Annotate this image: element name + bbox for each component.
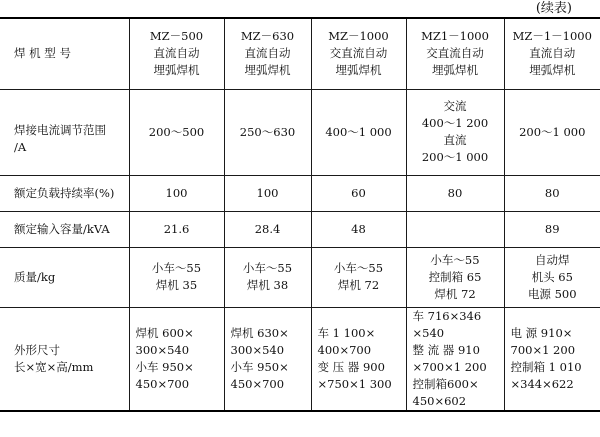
table-cell-line: 200～1 000 xyxy=(421,150,489,164)
table-cell-line: 焊机 72 xyxy=(337,278,380,292)
table-row xyxy=(0,175,600,211)
table-cell-line: 小车 950× xyxy=(135,359,194,374)
table-cell xyxy=(406,211,504,247)
table-cell-line: 机头 65 xyxy=(531,269,573,284)
table-cell-line: 焊机 630× xyxy=(230,325,289,340)
model-header xyxy=(406,18,504,89)
model-header-line: MZ－1－1000 xyxy=(512,29,592,44)
row-label xyxy=(0,211,129,247)
row-label-line: /A xyxy=(14,140,27,154)
row-label-line: 焊接电流调节范围 xyxy=(14,123,106,137)
table-cell-line: 100 xyxy=(256,185,279,200)
table-cell xyxy=(129,89,224,175)
table-cell-line: ×700×1 200 xyxy=(412,359,487,374)
welder-spec-table xyxy=(0,17,600,412)
table-cell-line: 车 1 100× xyxy=(317,325,376,340)
table-cell-line: 自动焊 xyxy=(535,252,570,267)
table-cell-line: 电 源 910× xyxy=(510,325,573,340)
table-cell xyxy=(504,307,600,411)
model-header-line: 直流自动 xyxy=(529,46,576,61)
table-cell-line: 28.4 xyxy=(254,221,281,236)
table-cell-line: 电源 500 xyxy=(527,286,577,301)
table-cell-line: 100 xyxy=(165,185,188,200)
table-row xyxy=(0,307,600,411)
table-cell-line: 小车～55 xyxy=(430,252,480,267)
table-cell-line: 48 xyxy=(351,221,366,236)
table-cell-line: 焊机 72 xyxy=(434,286,476,301)
table-cell xyxy=(406,175,504,211)
table-cell-line: 450×700 xyxy=(135,376,190,391)
table-cell xyxy=(129,307,224,411)
table-row xyxy=(0,89,600,175)
model-header-line: 直流自动 xyxy=(153,46,200,61)
table-row xyxy=(0,211,600,247)
continued-label: (续表) xyxy=(535,1,572,16)
table-cell-line: 直流 xyxy=(443,133,467,147)
table-cell-line: 89 xyxy=(544,221,560,236)
table-cell xyxy=(504,89,600,175)
table-cell-line: 小车 950× xyxy=(230,359,289,374)
model-header xyxy=(224,18,311,89)
table-cell xyxy=(311,175,406,211)
table-cell-line: 变 压 器 900 xyxy=(317,359,385,374)
table-cell xyxy=(311,307,406,411)
table-cell-line: 80 xyxy=(447,185,463,200)
model-header-line: 埋弧焊机 xyxy=(529,63,576,78)
table-cell xyxy=(406,307,504,411)
table-cell-line: 交流 xyxy=(443,99,467,113)
table-cell-line: 车 716×346 xyxy=(412,308,482,323)
row-label-line: 质量/kg xyxy=(14,269,56,284)
model-header-line: MZ－1000 xyxy=(328,29,389,44)
model-header-line: MZ1－1000 xyxy=(421,29,489,44)
row-label-line: 长×宽×高/mm xyxy=(14,359,94,374)
table-row xyxy=(0,18,600,89)
table-cell xyxy=(224,247,311,307)
table-cell-line: 300×540 xyxy=(135,342,190,357)
row-label-line: 外形尺寸 xyxy=(14,342,60,357)
table-cell-line: 控制箱600× xyxy=(412,376,479,391)
table-cell-line: 80 xyxy=(544,185,560,200)
table-cell xyxy=(311,89,406,175)
model-header-line: 埋弧焊机 xyxy=(244,63,291,78)
row-label: 焊 机 型 号 xyxy=(0,18,129,89)
table-cell-line: 控制箱 65 xyxy=(428,269,482,284)
model-header xyxy=(311,18,406,89)
table-cell-line: ×344×622 xyxy=(510,376,574,391)
table-cell xyxy=(224,175,311,211)
table-cell-line: 400～1 000 xyxy=(325,124,392,139)
model-header xyxy=(129,18,224,89)
model-header-line: 交直流自动 xyxy=(426,46,484,61)
model-header xyxy=(504,18,600,89)
table-cell-line: 控制箱 1 010 xyxy=(510,359,582,374)
table-cell-line: 小车～55 xyxy=(242,261,293,275)
table-cell-line: 小车～55 xyxy=(151,261,202,275)
table-cell-line: 300×540 xyxy=(230,342,285,357)
table-cell xyxy=(504,175,600,211)
row-label-line: 额定输入容量/kVA xyxy=(14,221,110,236)
table-row xyxy=(0,247,600,307)
model-header-line: 直流自动 xyxy=(244,46,291,61)
table-cell xyxy=(406,247,504,307)
row-label xyxy=(0,247,129,307)
table-cell-line: 整 流 器 910 xyxy=(412,342,480,357)
table-cell xyxy=(224,211,311,247)
table-cell-line: ×750×1 300 xyxy=(317,376,392,391)
table-cell-line: 小车～55 xyxy=(333,261,384,275)
model-header-line: MZ－630 xyxy=(240,29,295,44)
table-cell-line: 450×602 xyxy=(412,393,467,408)
table-cell xyxy=(129,247,224,307)
table-cell-line: 21.6 xyxy=(163,221,190,236)
row-label xyxy=(0,89,129,175)
table-cell xyxy=(224,307,311,411)
table-cell-line: 200～500 xyxy=(148,124,205,139)
model-header-line: MZ－500 xyxy=(149,29,204,44)
model-header-line: 交直流自动 xyxy=(329,46,388,61)
table-cell-line: 250～630 xyxy=(239,124,296,139)
model-header-line: 埋弧焊机 xyxy=(153,63,200,78)
table-cell xyxy=(311,211,406,247)
row-label-line: 额定负载持续率(%) xyxy=(14,185,115,200)
table-cell xyxy=(504,247,600,307)
table-cell-line: 60 xyxy=(351,185,366,200)
table-cell-line: 400×700 xyxy=(317,342,372,357)
row-label xyxy=(0,175,129,211)
table-cell-line: 焊机 38 xyxy=(246,278,289,292)
table-cell xyxy=(129,211,224,247)
table-cell-line: 450×700 xyxy=(230,376,285,391)
table-cell xyxy=(504,211,600,247)
row-label xyxy=(0,307,129,411)
table-cell xyxy=(129,175,224,211)
table-cell xyxy=(224,89,311,175)
table-cell-line: 焊机 35 xyxy=(155,278,198,292)
table-cell-line: 焊机 600× xyxy=(135,325,194,340)
table-cell-line: ×540 xyxy=(412,325,445,340)
table-cell-line: 200～1 000 xyxy=(519,124,586,139)
model-header-line: 埋弧焊机 xyxy=(335,63,382,78)
model-header-line: 埋弧焊机 xyxy=(432,63,478,78)
table-cell-line: 400～1 200 xyxy=(421,116,489,130)
table-cell-line: 700×1 200 xyxy=(510,342,576,357)
table-cell xyxy=(406,89,504,175)
table-cell xyxy=(311,247,406,307)
